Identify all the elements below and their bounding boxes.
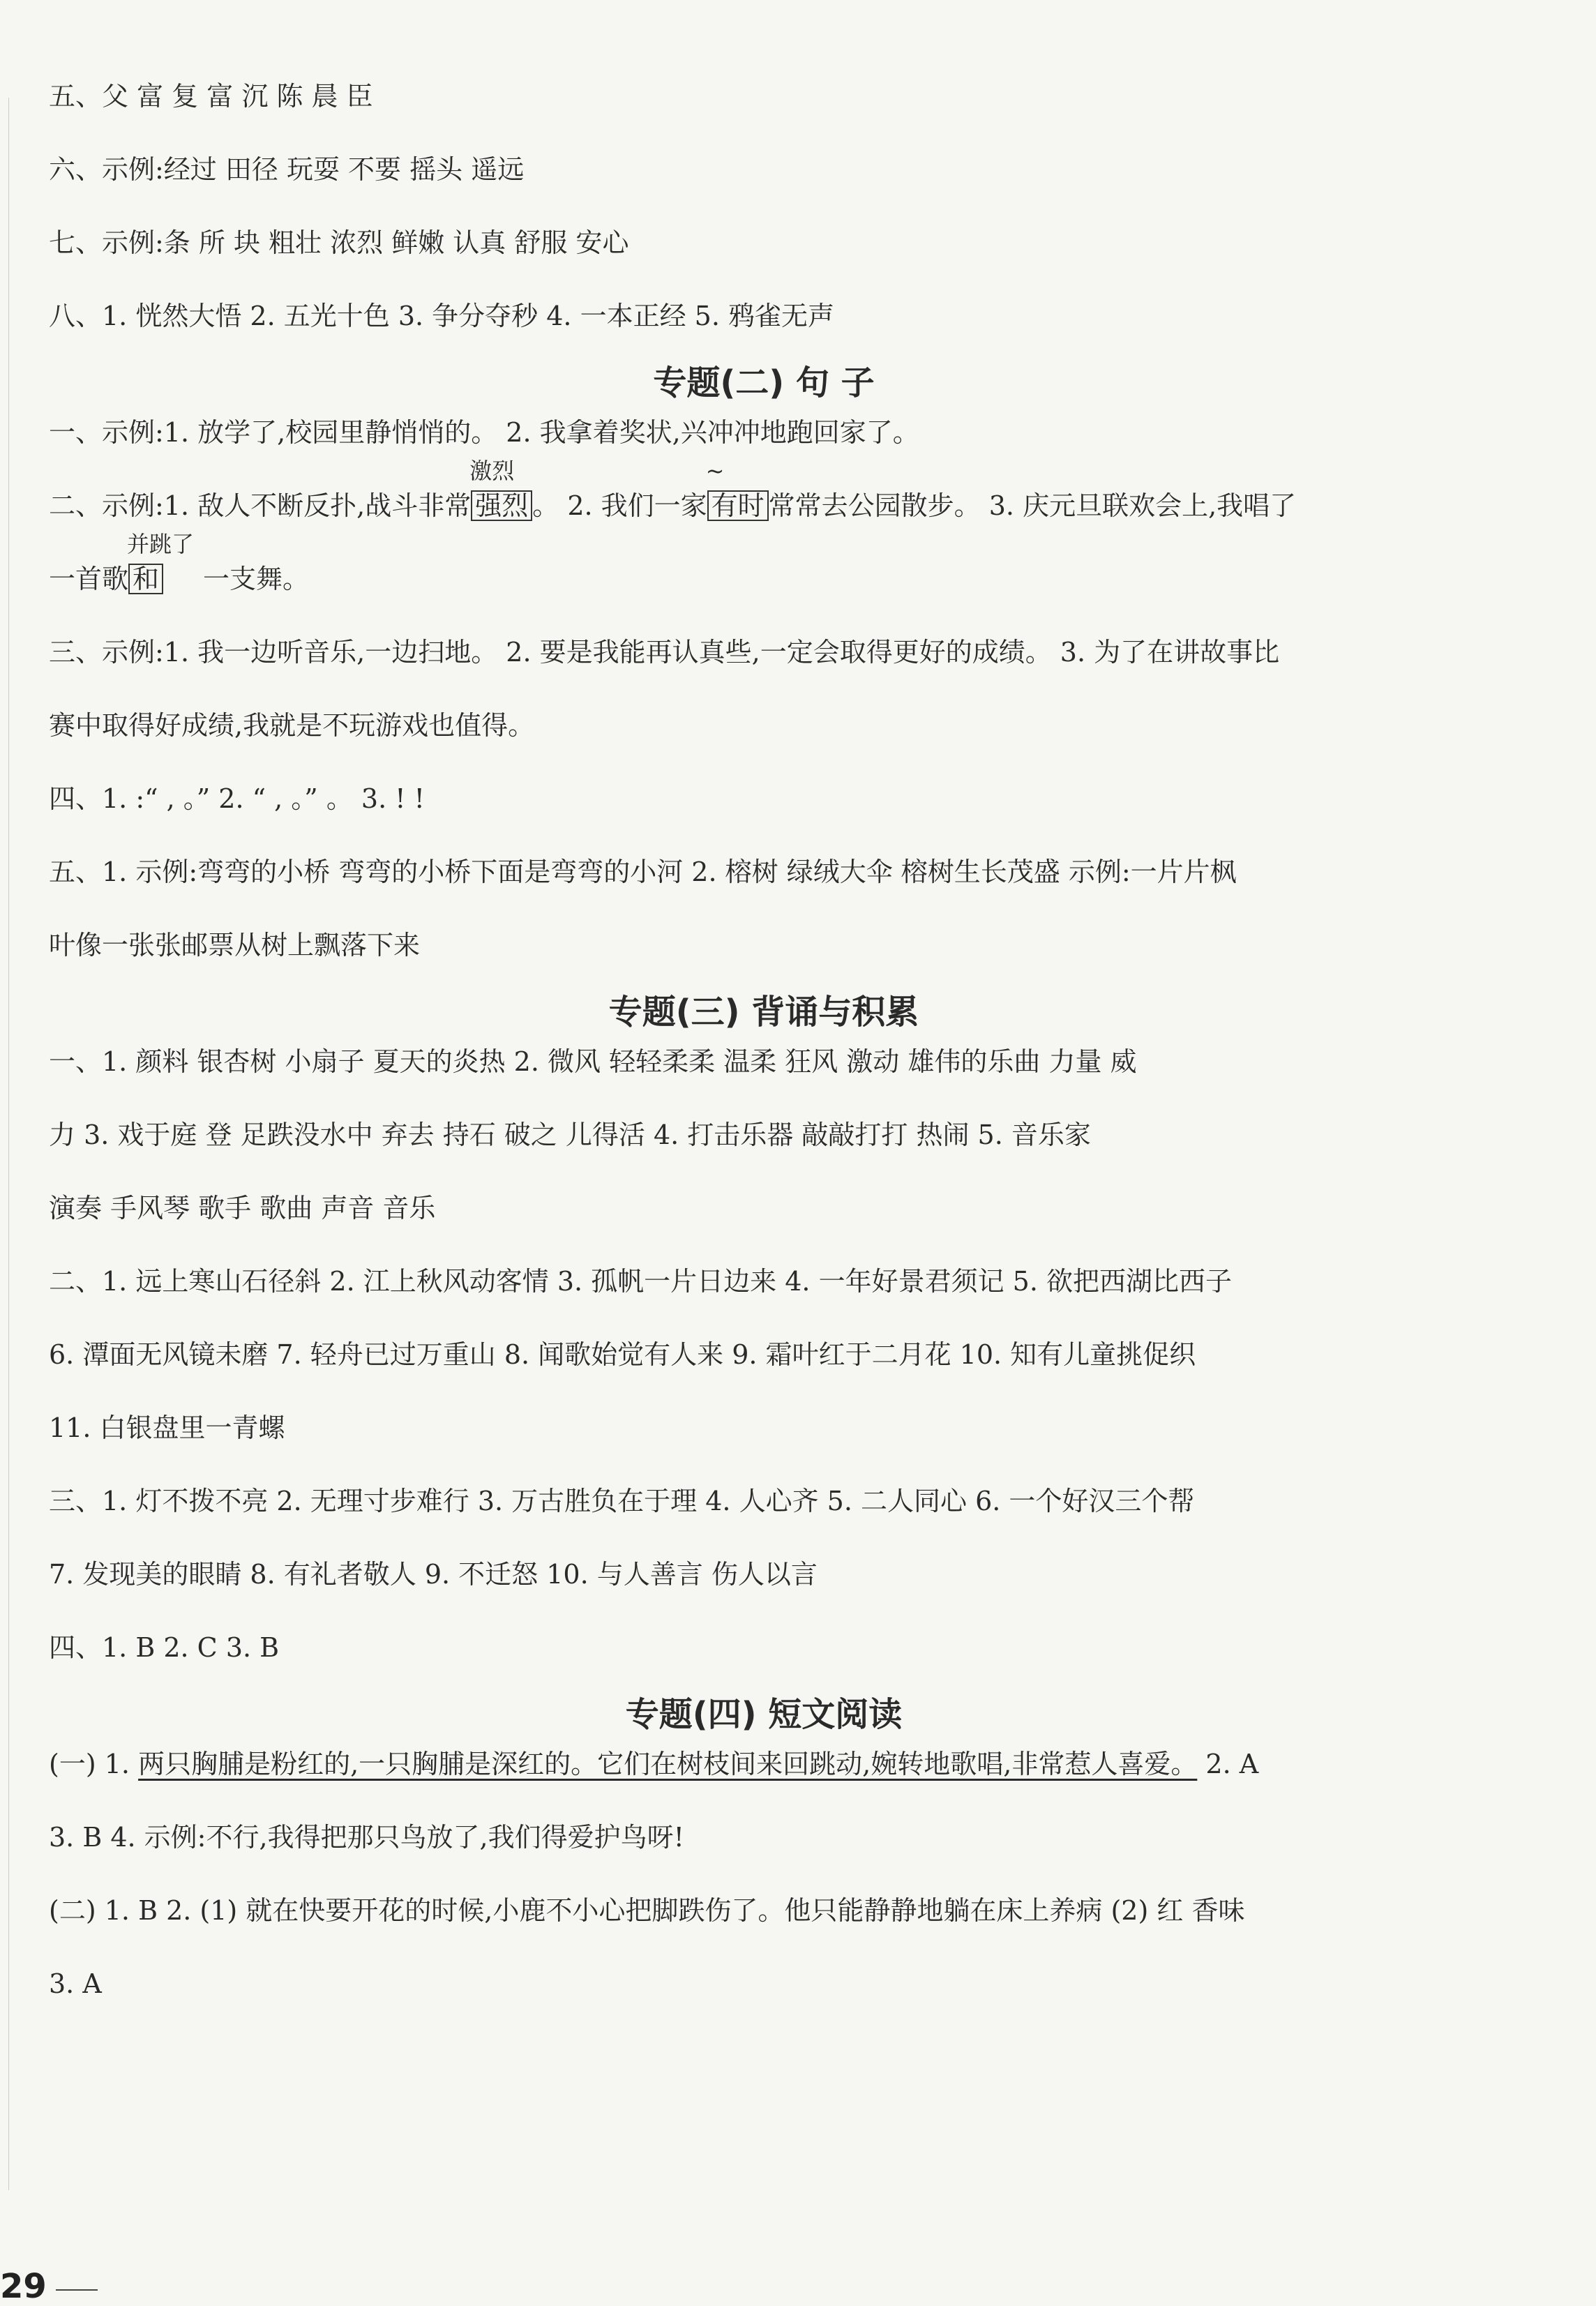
s2-line-3-post: 一支舞。 <box>203 564 310 594</box>
s4-line-1-post: 2. A <box>1197 1749 1259 1779</box>
s2-line-3 <box>49 531 1479 598</box>
s2-line-7: 五、1. 示例:弯弯的小桥 弯弯的小桥下面是弯弯的小河 2. 榕树 绿绒大伞 榕树生长茂盛 示例:一片片枫 <box>49 857 1237 887</box>
s2-line-2-pre: 二、示例:1. 敌人不断反扑,战斗非常 <box>49 490 472 521</box>
s4-line-1 <box>49 1744 1479 1784</box>
inserted-word-3: 并跳了 <box>127 531 195 557</box>
answer-line-6: 六、示例:经过 田径 玩耍 不要 摇头 遥远 <box>49 154 525 185</box>
s3-line-8: 7. 发现美的眼睛 8. 有礼者敬人 9. 不迁怒 10. 与人善言 伤人以言 <box>49 1559 818 1590</box>
s3-line-1: 一、1. 颜料 银杏树 小扇子 夏天的炎热 2. 微风 轻轻柔柔 温柔 狂风 激动 雄伟的乐曲 力量 威 <box>49 1046 1137 1077</box>
answer-page <box>49 77 1479 2037</box>
correction-box-2: ~ 有时 <box>707 490 769 521</box>
section-heading-4: 专题(四) 短文阅读 <box>625 1695 903 1734</box>
page-gutter-line <box>8 98 9 2190</box>
answer-line-5: 五、父 富 复 富 沉 陈 晨 臣 <box>49 81 373 112</box>
s2-line-5: 赛中取得好成绩,我就是不玩游戏也值得。 <box>49 710 535 741</box>
section-heading-2: 专题(二) 句 子 <box>653 363 875 402</box>
section-heading-3: 专题(三) 背诵与积累 <box>608 993 919 1032</box>
s2-line-4: 三、示例:1. 我一边听音乐,一边扫地。 2. 要是我能再认真些,一定会取得更好的成绩。 3. 为了在讲故事比 <box>49 637 1280 668</box>
s3-line-4: 二、1. 远上寒山石径斜 2. 江上秋风动客情 3. 孤帆一片日边来 4. 一年好景君须记 5. 欲把西湖比西子 <box>49 1266 1232 1297</box>
s3-line-6: 11. 白银盘里一青螺 <box>49 1412 285 1443</box>
s2-line-8: 叶像一张张邮票从树上飘落下来 <box>49 930 421 960</box>
s4-line-1-pre: (一) 1. <box>49 1749 139 1779</box>
s4-line-3: (二) 1. B 2. (1) 就在快要开花的时候,小鹿不小心把脚跌伤了。他只能静静地躺在床上养病 (2) 红 香味 <box>49 1895 1245 1926</box>
s3-line-2: 力 3. 戏于庭 登 足跌没水中 弃去 持石 破之 儿得活 4. 打击乐器 敲敲打打 热闹 5. 音乐家 <box>49 1120 1091 1150</box>
s2-line-6: 四、1. :“ , 。” 2. “ , 。” 。 3. ! ! <box>49 783 425 814</box>
answer-line-7: 七、示例:条 所 块 粗壮 浓烈 鲜嫩 认真 舒服 安心 <box>49 227 629 258</box>
underlined-answer: 两只胸脯是粉红的,一只胸脯是深红的。它们在树枝间来回跳动,婉转地歌唱,非常惹人喜爱。 <box>138 1749 1198 1779</box>
page-number: 29 <box>0 2267 47 2306</box>
s2-line-2-post: 常常去公园散步。 3. 庆元旦联欢会上,我唱了 <box>768 490 1297 521</box>
s2-line-2 <box>49 458 1479 525</box>
s2-line-2-mid: 。 2. 我们一家 <box>532 490 707 521</box>
s4-line-2: 3. B 4. 示例:不行,我得把那只鸟放了,我们得爱护鸟呀! <box>49 1822 684 1853</box>
s3-line-7: 三、1. 灯不拨不亮 2. 无理寸步难行 3. 万古胜负在于理 4. 人心齐 5. 二人同心 6. 一个好汉三个帮 <box>49 1486 1195 1516</box>
correction-box-1: 激烈 强烈 <box>471 490 532 521</box>
swap-mark: ~ <box>705 458 725 484</box>
correction-box-3: 并跳了 和 <box>127 531 195 594</box>
s2-line-3-pre: 一首歌 <box>49 564 129 594</box>
s3-line-3: 演奏 手风琴 歌手 歌曲 声音 音乐 <box>49 1193 436 1223</box>
s3-line-9: 四、1. B 2. C 3. B <box>49 1632 280 1663</box>
inserted-word-1: 激烈 <box>469 458 515 484</box>
page-number-dash <box>56 2289 98 2291</box>
s2-line-1: 一、示例:1. 放学了,校园里静悄悄的。 2. 我拿着奖状,兴冲冲地跑回家了。 <box>49 417 919 448</box>
s3-line-5: 6. 潭面无风镜未磨 7. 轻舟已过万重山 8. 闻歌始觉有人来 9. 霜叶红于二月花 10. 知有儿童挑促织 <box>49 1339 1196 1370</box>
s4-line-4: 3. A <box>49 1968 102 1999</box>
answer-line-8: 八、1. 恍然大悟 2. 五光十色 3. 争分夺秒 4. 一本正经 5. 鸦雀无声 <box>49 301 834 331</box>
